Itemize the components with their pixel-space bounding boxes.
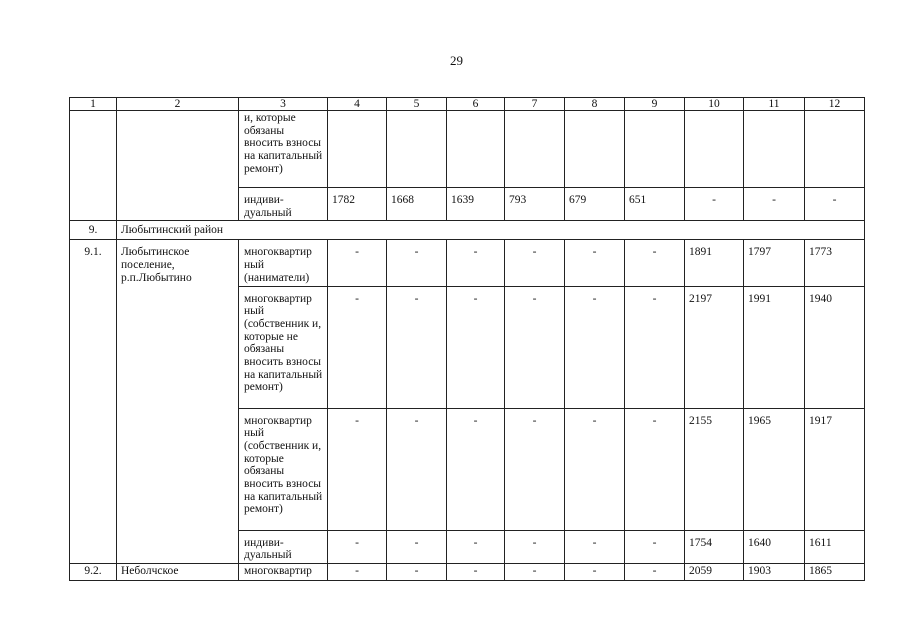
value-cell (328, 111, 387, 188)
value-cell: 1903 (744, 563, 805, 580)
value-cell: - (387, 563, 447, 580)
value-cell (625, 111, 685, 188)
value-cell: - (447, 240, 505, 286)
value-cell (744, 111, 805, 188)
value-cell (805, 111, 865, 188)
value-cell: - (505, 286, 565, 408)
page-number: 29 (450, 53, 463, 68)
value-cell: 1639 (447, 188, 505, 221)
row-number-cell: 9.2. (70, 563, 117, 580)
value-cell: - (565, 286, 625, 408)
value-cell: 2197 (685, 286, 744, 408)
column-header: 6 (447, 98, 505, 111)
value-cell: - (505, 530, 565, 563)
value-cell (505, 111, 565, 188)
value-cell: - (805, 188, 865, 221)
column-header: 1 (70, 98, 117, 111)
value-cell: - (625, 408, 685, 530)
value-cell: - (685, 188, 744, 221)
value-cell: - (625, 530, 685, 563)
value-cell (685, 111, 744, 188)
value-cell: 1865 (805, 563, 865, 580)
value-cell: - (387, 240, 447, 286)
row-number-cell: 9. (70, 221, 117, 240)
column-header: 12 (805, 98, 865, 111)
table-row (70, 111, 865, 188)
tariff-table (69, 97, 865, 581)
value-cell: - (328, 240, 387, 286)
settlement-cell: Неболчское (117, 563, 239, 580)
housing-type-cell: многоквартир (239, 563, 328, 580)
district-name: Любытинский район (117, 221, 865, 240)
value-cell: - (565, 563, 625, 580)
value-cell (565, 111, 625, 188)
value-cell: 793 (505, 188, 565, 221)
column-header: 7 (505, 98, 565, 111)
housing-type-cell: многоквартир ный (наниматели) (239, 240, 328, 286)
value-cell: 651 (625, 188, 685, 221)
district-row (70, 221, 865, 240)
value-cell: - (447, 563, 505, 580)
value-cell: - (625, 563, 685, 580)
value-cell: - (744, 188, 805, 221)
housing-type-cell: индиви- дуальный (239, 530, 328, 563)
housing-type-cell: многоквартир ный (собственник и, которые обязаны вносить взносы на капитальный ремонт) (239, 408, 328, 530)
row-number-cell: 9.1. (70, 240, 117, 564)
table-row (70, 240, 865, 286)
value-cell: 1773 (805, 240, 865, 286)
value-cell: - (447, 286, 505, 408)
value-cell: - (447, 408, 505, 530)
value-cell: - (328, 286, 387, 408)
value-cell: 1640 (744, 530, 805, 563)
value-cell (387, 111, 447, 188)
value-cell: 1917 (805, 408, 865, 530)
column-header: 2 (117, 98, 239, 111)
value-cell (447, 111, 505, 188)
value-cell: - (565, 408, 625, 530)
value-cell: - (387, 408, 447, 530)
value-cell: 1611 (805, 530, 865, 563)
value-cell: - (505, 240, 565, 286)
value-cell: - (387, 530, 447, 563)
value-cell: 2059 (685, 563, 744, 580)
housing-type-cell: и, которые обязаны вносить взносы на капитальный ремонт) (239, 111, 328, 188)
column-header: 8 (565, 98, 625, 111)
value-cell: - (625, 286, 685, 408)
settlement-cell (117, 111, 239, 221)
column-header: 10 (685, 98, 744, 111)
column-header: 11 (744, 98, 805, 111)
value-cell: 679 (565, 188, 625, 221)
column-header: 5 (387, 98, 447, 111)
value-cell: - (565, 240, 625, 286)
value-cell: - (328, 563, 387, 580)
value-cell: 1668 (387, 188, 447, 221)
row-number-cell (70, 111, 117, 221)
housing-type-cell: многоквартир ный (собственник и, которые не обязаны вносить взносы на капитальный ремонт) (239, 286, 328, 408)
value-cell: - (447, 530, 505, 563)
value-cell: - (565, 530, 625, 563)
column-header: 3 (239, 98, 328, 111)
value-cell: 1940 (805, 286, 865, 408)
column-number-row (70, 98, 865, 111)
value-cell: 1754 (685, 530, 744, 563)
settlement-cell: Любытинское поселение, р.п.Любытино (117, 240, 239, 564)
value-cell: - (505, 563, 565, 580)
value-cell: - (387, 286, 447, 408)
value-cell: 1991 (744, 286, 805, 408)
value-cell: 1797 (744, 240, 805, 286)
value-cell: 2155 (685, 408, 744, 530)
column-header: 4 (328, 98, 387, 111)
housing-type-cell: индиви- дуальный (239, 188, 328, 221)
value-cell: 1891 (685, 240, 744, 286)
column-header: 9 (625, 98, 685, 111)
value-cell: - (328, 408, 387, 530)
value-cell: - (505, 408, 565, 530)
value-cell: 1782 (328, 188, 387, 221)
table-row (70, 563, 865, 580)
value-cell: - (328, 530, 387, 563)
value-cell: - (625, 240, 685, 286)
value-cell: 1965 (744, 408, 805, 530)
